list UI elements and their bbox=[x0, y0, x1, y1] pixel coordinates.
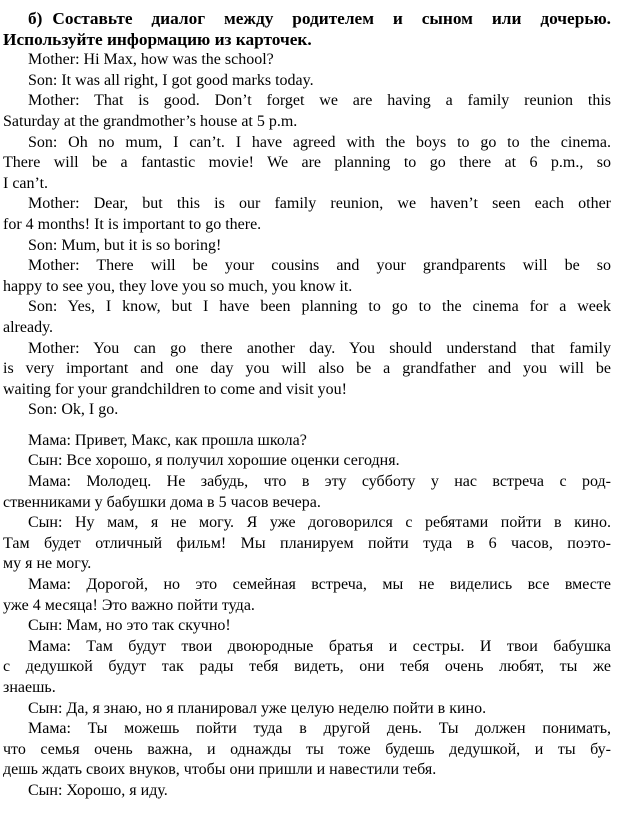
paragraph-en-1 bbox=[3, 50, 611, 71]
dialog-line: ственниками у бабушки дома в 5 часов вечера. bbox=[3, 493, 321, 511]
paragraph-en-6 bbox=[3, 236, 611, 257]
heading-line-2: Используйте информацию из карточек. bbox=[3, 29, 312, 49]
paragraph-ru-7 bbox=[3, 637, 611, 699]
dialog-line: Mother: You can go there another day. You should understand that family bbox=[28, 339, 611, 357]
dialog-english-section bbox=[3, 50, 611, 421]
dialog-line: Сын: Да, я знаю, но я планировал уже целую неделю пойти в кино. bbox=[28, 699, 487, 717]
dialog-line: что семья очень важна, и однажды ты тоже будешь дедушкой, и ты бу- bbox=[3, 740, 611, 758]
paragraph-en-9 bbox=[3, 339, 611, 401]
dialog-line: Son: Mum, but it is so boring! bbox=[28, 236, 222, 254]
paragraph-ru-3 bbox=[3, 472, 611, 513]
paragraph-ru-4 bbox=[3, 513, 611, 575]
dialog-line: Мама: Привет, Макс, как прошла школа? bbox=[28, 431, 307, 449]
exercise-number: б) bbox=[28, 9, 43, 28]
dialog-line: Мама: Дорогой, но это семейная встреча, мы не виделись все вместе bbox=[28, 576, 611, 594]
dialog-line: Сын: Мам, но это так скучно! bbox=[28, 617, 231, 635]
exercise-heading bbox=[3, 9, 611, 50]
dialog-line: Mother: Dear, but this is our family reunion, we haven’t seen each other bbox=[28, 195, 611, 213]
paragraph-en-8 bbox=[3, 297, 611, 338]
dialog-line: Son: Yes, I know, but I have been planning to go to the cinema for a week bbox=[28, 298, 611, 316]
dialog-line: Mother: There will be your cousins and your grandparents will be so bbox=[28, 257, 611, 275]
dialog-line: с дедушкой будут так рады тебя видеть, они тебя очень любят, ты же bbox=[3, 658, 611, 676]
paragraph-ru-10 bbox=[3, 781, 611, 802]
paragraph-en-10 bbox=[3, 400, 611, 421]
dialog-line: Son: Oh no mum, I can’t. I have agreed with the boys to go to the cinema. bbox=[28, 133, 611, 151]
dialog-line: Son: It was all right, I got good marks today. bbox=[28, 71, 314, 89]
dialog-line: already. bbox=[3, 318, 54, 336]
dialog-line: знаешь. bbox=[3, 679, 56, 696]
dialog-line: I can’t. bbox=[3, 174, 49, 192]
paragraph-en-2 bbox=[3, 71, 611, 92]
paragraph-ru-1 bbox=[3, 431, 611, 452]
paragraph-ru-6 bbox=[3, 616, 611, 637]
dialog-line: Сын: Хорошо, я иду. bbox=[28, 781, 168, 799]
dialog-line: Там будет отличный фильм! Мы планируем пойти туда в 6 часов, поэто- bbox=[3, 534, 611, 552]
paragraph-ru-5 bbox=[3, 575, 611, 616]
heading-text: Составьте диалог между родителем и сыном или дочерью. bbox=[52, 9, 611, 28]
dialog-line: Мама: Там будут твои двоюродные братья и сестры. И твои бабушка bbox=[28, 637, 611, 655]
dialog-line: There will be a fantastic movie! We are planning to go there at 6 p.m., so bbox=[3, 154, 611, 172]
paragraph-ru-8 bbox=[3, 699, 611, 720]
paragraph-en-5 bbox=[3, 194, 611, 235]
dialog-line: Мама: Молодец. Не забудь, что в эту субботу у нас встреча с род- bbox=[28, 473, 611, 491]
dialog-line: Mother: That is good. Don’t forget we are having a family reunion this bbox=[28, 92, 611, 110]
dialog-line: му я не могу. bbox=[3, 555, 92, 573]
dialog-line: for 4 months! It is important to go there. bbox=[3, 215, 262, 233]
dialog-line: Saturday at the grandmother’s house at 5 p.m. bbox=[3, 112, 298, 130]
dialog-line: уже 4 месяца! Это важно пойти туда. bbox=[3, 596, 255, 614]
dialog-line: is very important and one day you will also be a grandfather and you will be bbox=[3, 360, 611, 378]
heading-line-1 bbox=[3, 9, 611, 30]
dialog-line: waiting for your grandchildren to come and visit you! bbox=[3, 380, 347, 398]
paragraph-en-7 bbox=[3, 256, 611, 297]
dialog-line: Son: Ok, I go. bbox=[28, 401, 119, 419]
dialog-line: Мама: Ты можешь пойти туда в другой день. Ты должен понимать, bbox=[28, 720, 611, 738]
paragraph-en-4 bbox=[3, 133, 611, 195]
paragraph-ru-9 bbox=[3, 719, 611, 781]
dialog-line: Сын: Все хорошо, я получил хорошие оценки сегодня. bbox=[28, 452, 400, 470]
dialog-line: Сын: Ну мам, я не могу. Я уже договорился с ребятами пойти в кино. bbox=[28, 514, 611, 532]
dialog-line: дешь ждать своих внуков, чтобы они пришли и навестили тебя. bbox=[3, 761, 437, 779]
dialog-russian-section bbox=[3, 431, 611, 802]
paragraph-ru-2 bbox=[3, 451, 611, 472]
dialog-line: Mother: Hi Max, how was the school? bbox=[28, 51, 274, 69]
dialog-line: happy to see you, they love you so much, you know it. bbox=[3, 277, 353, 295]
paragraph-en-3 bbox=[3, 91, 611, 132]
